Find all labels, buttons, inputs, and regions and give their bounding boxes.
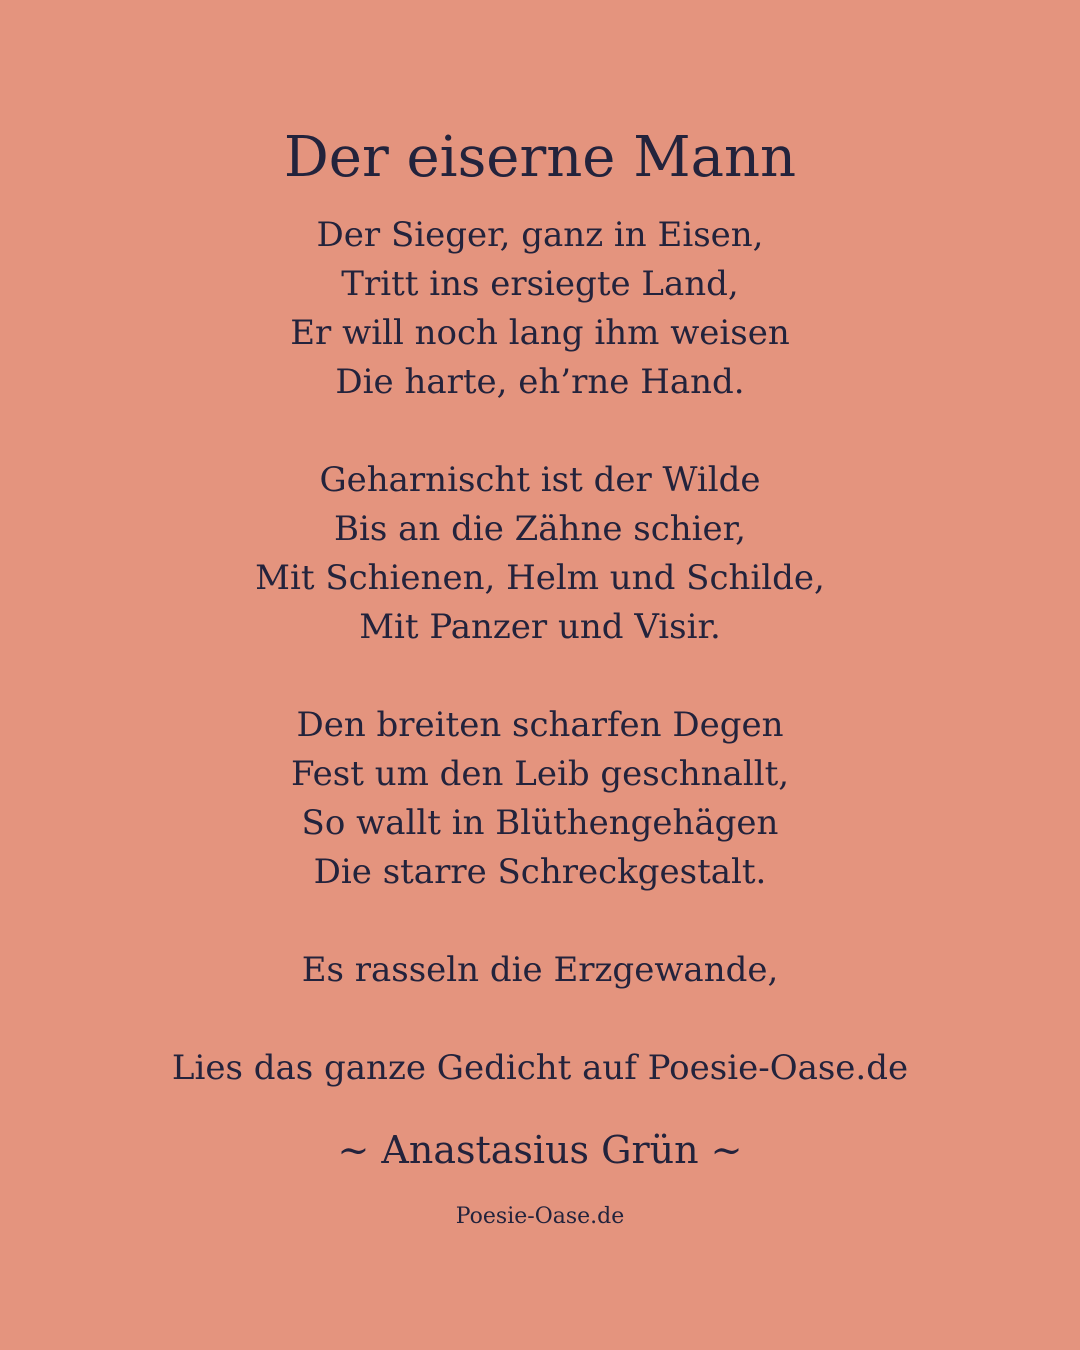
stanza-break — [0, 652, 1080, 701]
read-more-text: Lies das ganze Gedicht auf Poesie-Oase.de — [171, 1048, 909, 1088]
poem-line: So wallt in Blüthengehägen — [301, 803, 779, 843]
poem-body — [0, 211, 1080, 995]
author-name: ~ Anastasius Grün ~ — [337, 1128, 743, 1172]
site-credit: Poesie-Oase.de — [455, 1204, 625, 1229]
poem-line: Bis an die Zähne schier, — [334, 509, 746, 549]
poem-line: Tritt ins ersiegte Land, — [341, 264, 739, 304]
poem-line: Mit Panzer und Visir. — [359, 607, 721, 647]
poem-line: Den breiten scharfen Degen — [296, 705, 784, 745]
poem-line: Er will noch lang ihm weisen — [290, 313, 790, 353]
poem-line: Die harte, eh’rne Hand. — [335, 362, 745, 402]
stanza-break — [0, 897, 1080, 946]
poem-title: Der eiserne Mann — [283, 125, 797, 190]
poem-line: Es rasseln die Erzgewande, — [301, 950, 779, 990]
poem-line: Geharnischt ist der Wilde — [319, 460, 761, 500]
poem-line: Mit Schienen, Helm und Schilde, — [255, 558, 825, 598]
poem-line: Fest um den Leib geschnallt, — [290, 754, 790, 794]
poem-line: Die starre Schreckgestalt. — [313, 852, 767, 892]
stanza-break — [0, 407, 1080, 456]
poem-line: Der Sieger, ganz in Eisen, — [316, 215, 764, 255]
